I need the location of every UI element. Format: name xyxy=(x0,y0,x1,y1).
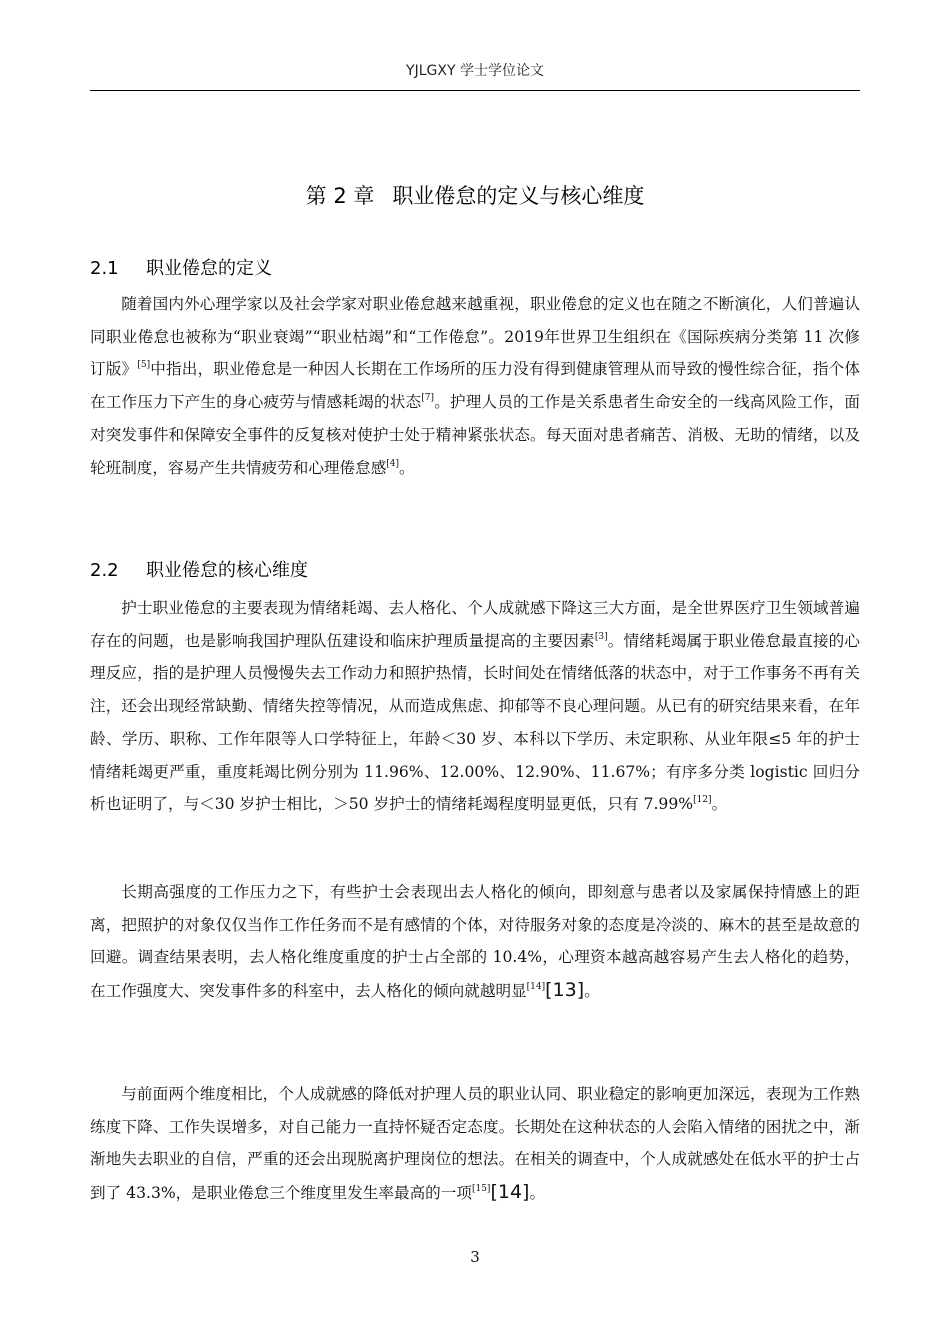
page-number: 3 xyxy=(470,1248,480,1266)
text-run: 随着国内外心理学家以及社会学家对职业倦怠越来越重视，职业倦怠的定义也在随之不断演化，人们普遍认同职业倦怠也被称为“职业衰竭”“职业枯竭”和“工作倦怠”。2019年世界卫生组织在《国际疾病分类第 11 次修订版》 xyxy=(90,295,860,379)
section-number: 2.2 xyxy=(90,560,119,581)
text-run: 。护理人员的工作是关系患者生命安全的一线高风险工作，面对突发事件和保障安全事件的反复核对使护士处于精神紧张状态。每天面对患者痛苦、消极、无助的情绪，以及轮班制度，容易产生共情疲劳和心理倦怠感 xyxy=(90,393,860,477)
text-run: 护士职业倦怠的主要表现为情绪耗竭、去人格化、个人成就感下降这三大方面，是全世界医疗卫生领域普遍存在的问题，也是影响我国护理队伍建设和临床护理质量提高的主要因素 xyxy=(90,599,860,650)
citation: [3] xyxy=(594,631,608,642)
citation: [12] xyxy=(693,795,712,806)
section-heading-2-1 xyxy=(90,254,272,280)
text-run: 与前面两个维度相比，个人成就感的降低对护理人员的职业认同、职业稳定的影响更加深远，表现为工作熟练度下降、工作失误增多，对自己能力一直持怀疑否定态度。长期处在这种状态的人会陷入情绪的困扰之中，渐渐地失去职业的自信，严重的还会出现脱离护理岗位的想法。在相关的调查中，个人成就感处在低水平的护士占到了 43.3%，是职业倦怠三个维度里发生率最高的一项 xyxy=(90,1085,860,1203)
citation: [7] xyxy=(421,393,435,404)
text-run: 。 xyxy=(711,795,728,814)
paragraph-depersonalization xyxy=(90,876,860,1008)
section-title: 职业倦怠的定义 xyxy=(146,258,272,279)
reference-marker: [13] xyxy=(545,979,585,1002)
text-run: 长期高强度的工作压力之下，有些护士会表现出去人格化的倾向，即刻意与患者以及家属保持情感上的距离，把照护的对象仅仅当作工作任务而不是有感情的个体，对待服务对象的态度是冷淡的、麻木的甚至是故意的回避。调查结果表明，去人格化维度重度的护士占全部的 10.4%，心理资本越高越容易产生去人格化的趋势，在工作强度大、突发事件多的科室中，去人格化的倾向就越明显 xyxy=(90,883,860,1001)
citation: [4] xyxy=(386,458,400,469)
paragraph-personal-accomplishment xyxy=(90,1078,860,1210)
chapter-title: 职业倦怠的定义与核心维度 xyxy=(392,184,645,208)
citation: [15] xyxy=(471,1184,491,1195)
reference-marker: [14] xyxy=(490,1181,530,1204)
text-run: 。 xyxy=(399,458,415,477)
paragraph-definition xyxy=(90,288,860,484)
section-title: 职业倦怠的核心维度 xyxy=(146,560,308,581)
running-header: YJLGXY 学士学位论文 xyxy=(406,63,544,79)
text-run: 。 xyxy=(584,982,600,1001)
header-divider xyxy=(90,90,860,91)
section-number: 2.1 xyxy=(90,258,119,279)
chapter-number: 第 2 章 xyxy=(305,184,375,208)
citation: [5] xyxy=(137,360,151,371)
paragraph-core-dimensions xyxy=(90,592,860,821)
text-run: 中指出，职业倦怠是一种因人长期在工作场所的压力没有得到健康管理从而导致的慢性综合征，指个体在工作压力下产生的身心疲劳与情感耗竭的状态 xyxy=(90,360,860,412)
section-heading-2-2 xyxy=(90,556,308,582)
text-run: 。情绪耗竭属于职业倦怠最直接的心理反应，指的是护理人员慢慢失去工作动力和照护热情，长时间处在情绪低落的状态中，对于工作事务不再有关注，还会出现经常缺勤、情绪失控等情况，从而造成焦虑、抑郁等不良心理问题。从已有的研究结果来看，在年龄、学历、职称、工作年限等人口学特征上，年龄＜30 岁、本科以下学历、未定职称、从业年限≤5 年的护士情绪耗竭更严重，重度耗竭比例分别为 11.96%、12.00%、12.90%、11.67%；有序多分类 logistic 回归分析也证明了，与＜30 岁护士相比，＞50 岁护士的情绪耗竭程度明显更低，只有 7.99% xyxy=(90,631,860,814)
text-run: 。 xyxy=(529,1184,546,1203)
chapter-heading xyxy=(90,180,860,210)
citation: [14] xyxy=(526,982,546,993)
